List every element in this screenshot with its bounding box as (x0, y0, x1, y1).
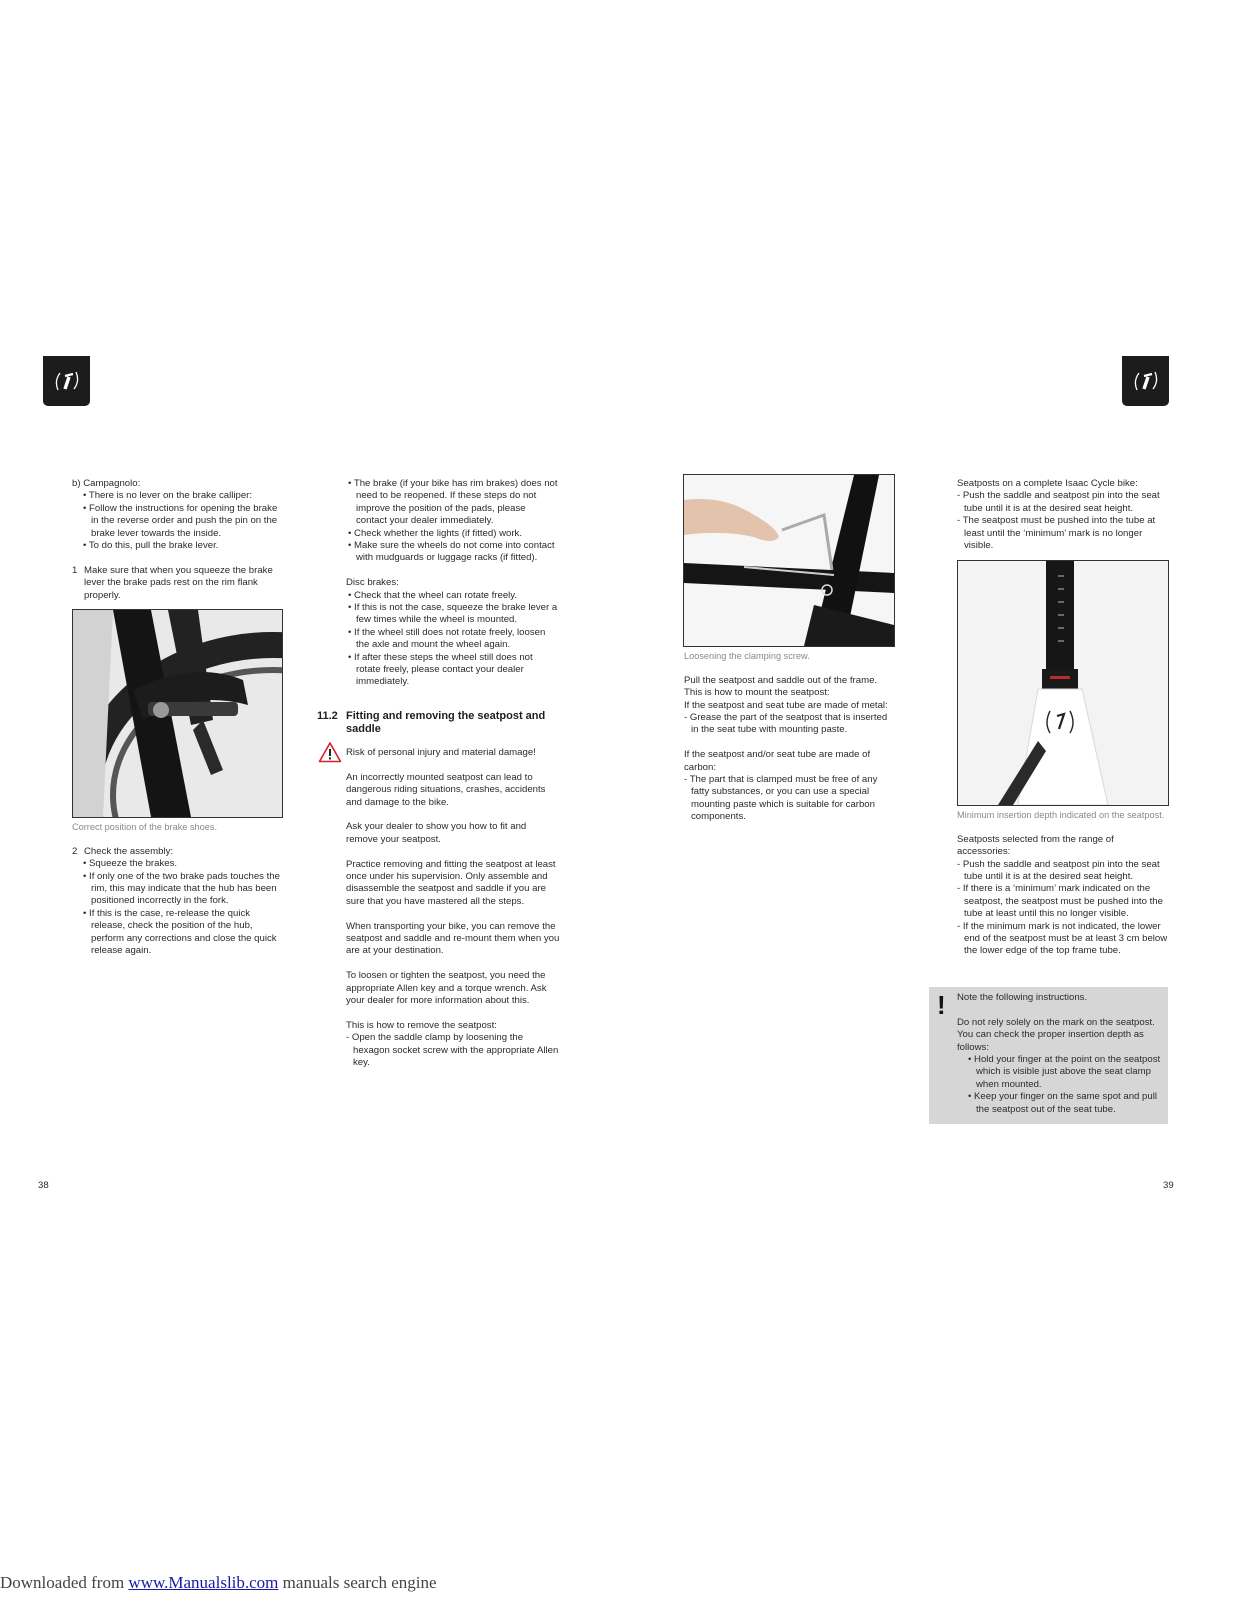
campagnolo-title: b) Campagnolo: (72, 478, 141, 489)
list-item: - Push the saddle and seatpost pin into the seat tube until it is at the desired seat height. (957, 490, 1169, 515)
clamping-screw-photo (683, 474, 895, 647)
column-2-lower (346, 747, 560, 1069)
footer-suffix: manuals search engine (278, 1573, 437, 1592)
paragraph: Practice removing and fitting the seatpost at least once under his supervision. Only assemble and disassemble the seatpost and saddle if you are sure that you have mastered all the steps. (346, 858, 556, 907)
photo-caption: Minimum insertion depth indicated on the seatpost. (957, 810, 1165, 820)
section-title: Fitting and removing the seatpost and saddle (346, 710, 546, 735)
photo-caption: Correct position of the brake shoes. (72, 822, 218, 832)
paragraph: If the seatpost and seat tube are made of metal: (684, 699, 888, 711)
list-item: - If the minimum mark is not indicated, the lower end of the seatpost must be at least 3 cm below the lower edge of the top frame tube. (957, 921, 1169, 958)
list-item: • If this is not the case, squeeze the brake lever a few times while the wheel is mounted. (337, 602, 559, 627)
list-item: • If only one of the two brake pads touches the rim, this may indicate that the hub has been positioned incorrectly in the fork. (72, 871, 284, 908)
list-item: - Open the saddle clamp by loosening the hexagon socket screw with the appropriate Allen key. (346, 1032, 560, 1069)
list-item: • Keep your finger on the same spot and pull the seatpost out of the seat tube. (957, 1091, 1163, 1116)
exclamation-icon: ! (937, 990, 946, 1020)
column-3 (684, 650, 896, 824)
section-heading (317, 710, 547, 735)
paragraph: This is how to remove the seatpost: (346, 1019, 497, 1031)
seatpost-photo (957, 560, 1169, 806)
step-text: Check the assembly: (84, 845, 174, 857)
brake-shoes-photo (72, 609, 283, 818)
seatpost-illustration (958, 561, 1168, 805)
isaac-logo-icon (52, 370, 82, 392)
step-2 (72, 846, 284, 858)
manualslib-link[interactable]: www.Manualslib.com (128, 1573, 279, 1592)
brake-photo-illustration (73, 610, 282, 817)
step-number: 2 (72, 845, 78, 857)
column-1 (72, 478, 284, 602)
disc-brakes-title: Disc brakes: (346, 577, 399, 589)
list-item: • To do this, pull the brake lever. (72, 540, 284, 552)
list-item: • There is no lever on the brake calliper: (72, 490, 284, 502)
list-item: • If after these steps the wheel still does not rotate freely, please contact your dealer immediately. (337, 652, 559, 689)
photo-caption: Loosening the clamping screw. (684, 651, 810, 661)
page-number-left: 38 (38, 1180, 49, 1191)
note-content (957, 992, 1163, 1116)
page-number-right: 39 (1163, 1180, 1174, 1191)
list-item: • Follow the instructions for opening the brake in the reverse order and push the pin on the brake lever towards the inside. (72, 503, 284, 540)
paragraph: Seatposts selected from the range of accessories: (957, 833, 1114, 858)
list-item: - If there is a ‘minimum’ mark indicated on the seatpost, the seatpost must be pushed into the tube at least until this no longer visible. (957, 883, 1169, 920)
column-4-lower (957, 809, 1169, 958)
list-item: • The brake (if your bike has rim brakes) does not need to be reopened. If these steps do not improve the position of the pads, please contact your dealer immediately. (337, 478, 559, 528)
column-1-lower (72, 821, 284, 957)
brand-logo-right (1122, 356, 1169, 406)
paragraph: If the seatpost and/or seat tube are made of carbon: (684, 749, 871, 773)
note-paragraph: Do not rely solely on the mark on the seatpost. You can check the proper insertion depth as follows: (957, 1016, 1155, 1053)
list-item: • If this is the case, re-release the quick release, check the position of the hub, perform any corrections and close the quick release again. (72, 908, 284, 958)
note-title: Note the following instructions. (957, 992, 1088, 1003)
list-item: - The part that is clamped must be free of any fatty substances, or you can use a special mounting paste which is suitable for carbon components. (684, 774, 896, 824)
download-footer (0, 1573, 437, 1592)
paragraph: Seatposts on a complete Isaac Cycle bike: (957, 478, 1138, 489)
step-number: 1 (72, 564, 78, 576)
section-number: 11.2 (317, 710, 338, 722)
footer-prefix: Downloaded from (0, 1573, 129, 1592)
step-1 (72, 565, 284, 602)
paragraph: When transporting your bike, you can remove the seatpost and saddle and re-mount them when you are at your destination. (346, 920, 560, 957)
list-item: - The seatpost must be pushed into the tube at least until the ‘minimum’ mark is no longer visible. (957, 515, 1169, 552)
step-text: Make sure that when you squeeze the brake lever the brake pads rest on the rim flank properly. (84, 564, 273, 601)
brand-logo-left (43, 356, 90, 406)
list-item: • Check that the wheel can rotate freely. (337, 590, 559, 602)
list-item: • Squeeze the brakes. (72, 858, 284, 870)
warning-text: Risk of personal injury and material damage! (346, 747, 536, 758)
list-item: • Hold your finger at the point on the seatpost which is visible just above the seat clamp when mounted. (957, 1054, 1163, 1091)
warning-triangle-icon (318, 741, 342, 763)
column-4 (957, 478, 1169, 552)
note-box (929, 987, 1168, 1124)
list-item: - Grease the part of the seatpost that is inserted in the seat tube with mounting paste. (684, 712, 896, 737)
isaac-logo-icon (1131, 370, 1161, 392)
paragraph: To loosen or tighten the seatpost, you need the appropriate Allen key and a torque wrench. Ask your dealer for more information about this. (346, 970, 547, 1007)
list-item: • Check whether the lights (if fitted) work. (337, 528, 559, 540)
list-item: • Make sure the wheels do not come into contact with mudguards or luggage racks (if fitted). (337, 540, 559, 565)
paragraph: An incorrectly mounted seatpost can lead to dangerous riding situations, crashes, accidents and damage to the bike. (346, 771, 546, 808)
column-2 (337, 478, 559, 689)
list-item: • If the wheel still does not rotate freely, loosen the axle and mount the wheel again. (337, 627, 559, 652)
seat-clamp-illustration (684, 475, 894, 646)
paragraph: Ask your dealer to show you how to fit and remove your seatpost. (346, 821, 527, 845)
paragraph: Pull the seatpost and saddle out of the frame. This is how to mount the seatpost: (684, 674, 878, 699)
list-item: - Push the saddle and seatpost pin into the seat tube until it is at the desired seat height. (957, 859, 1169, 884)
